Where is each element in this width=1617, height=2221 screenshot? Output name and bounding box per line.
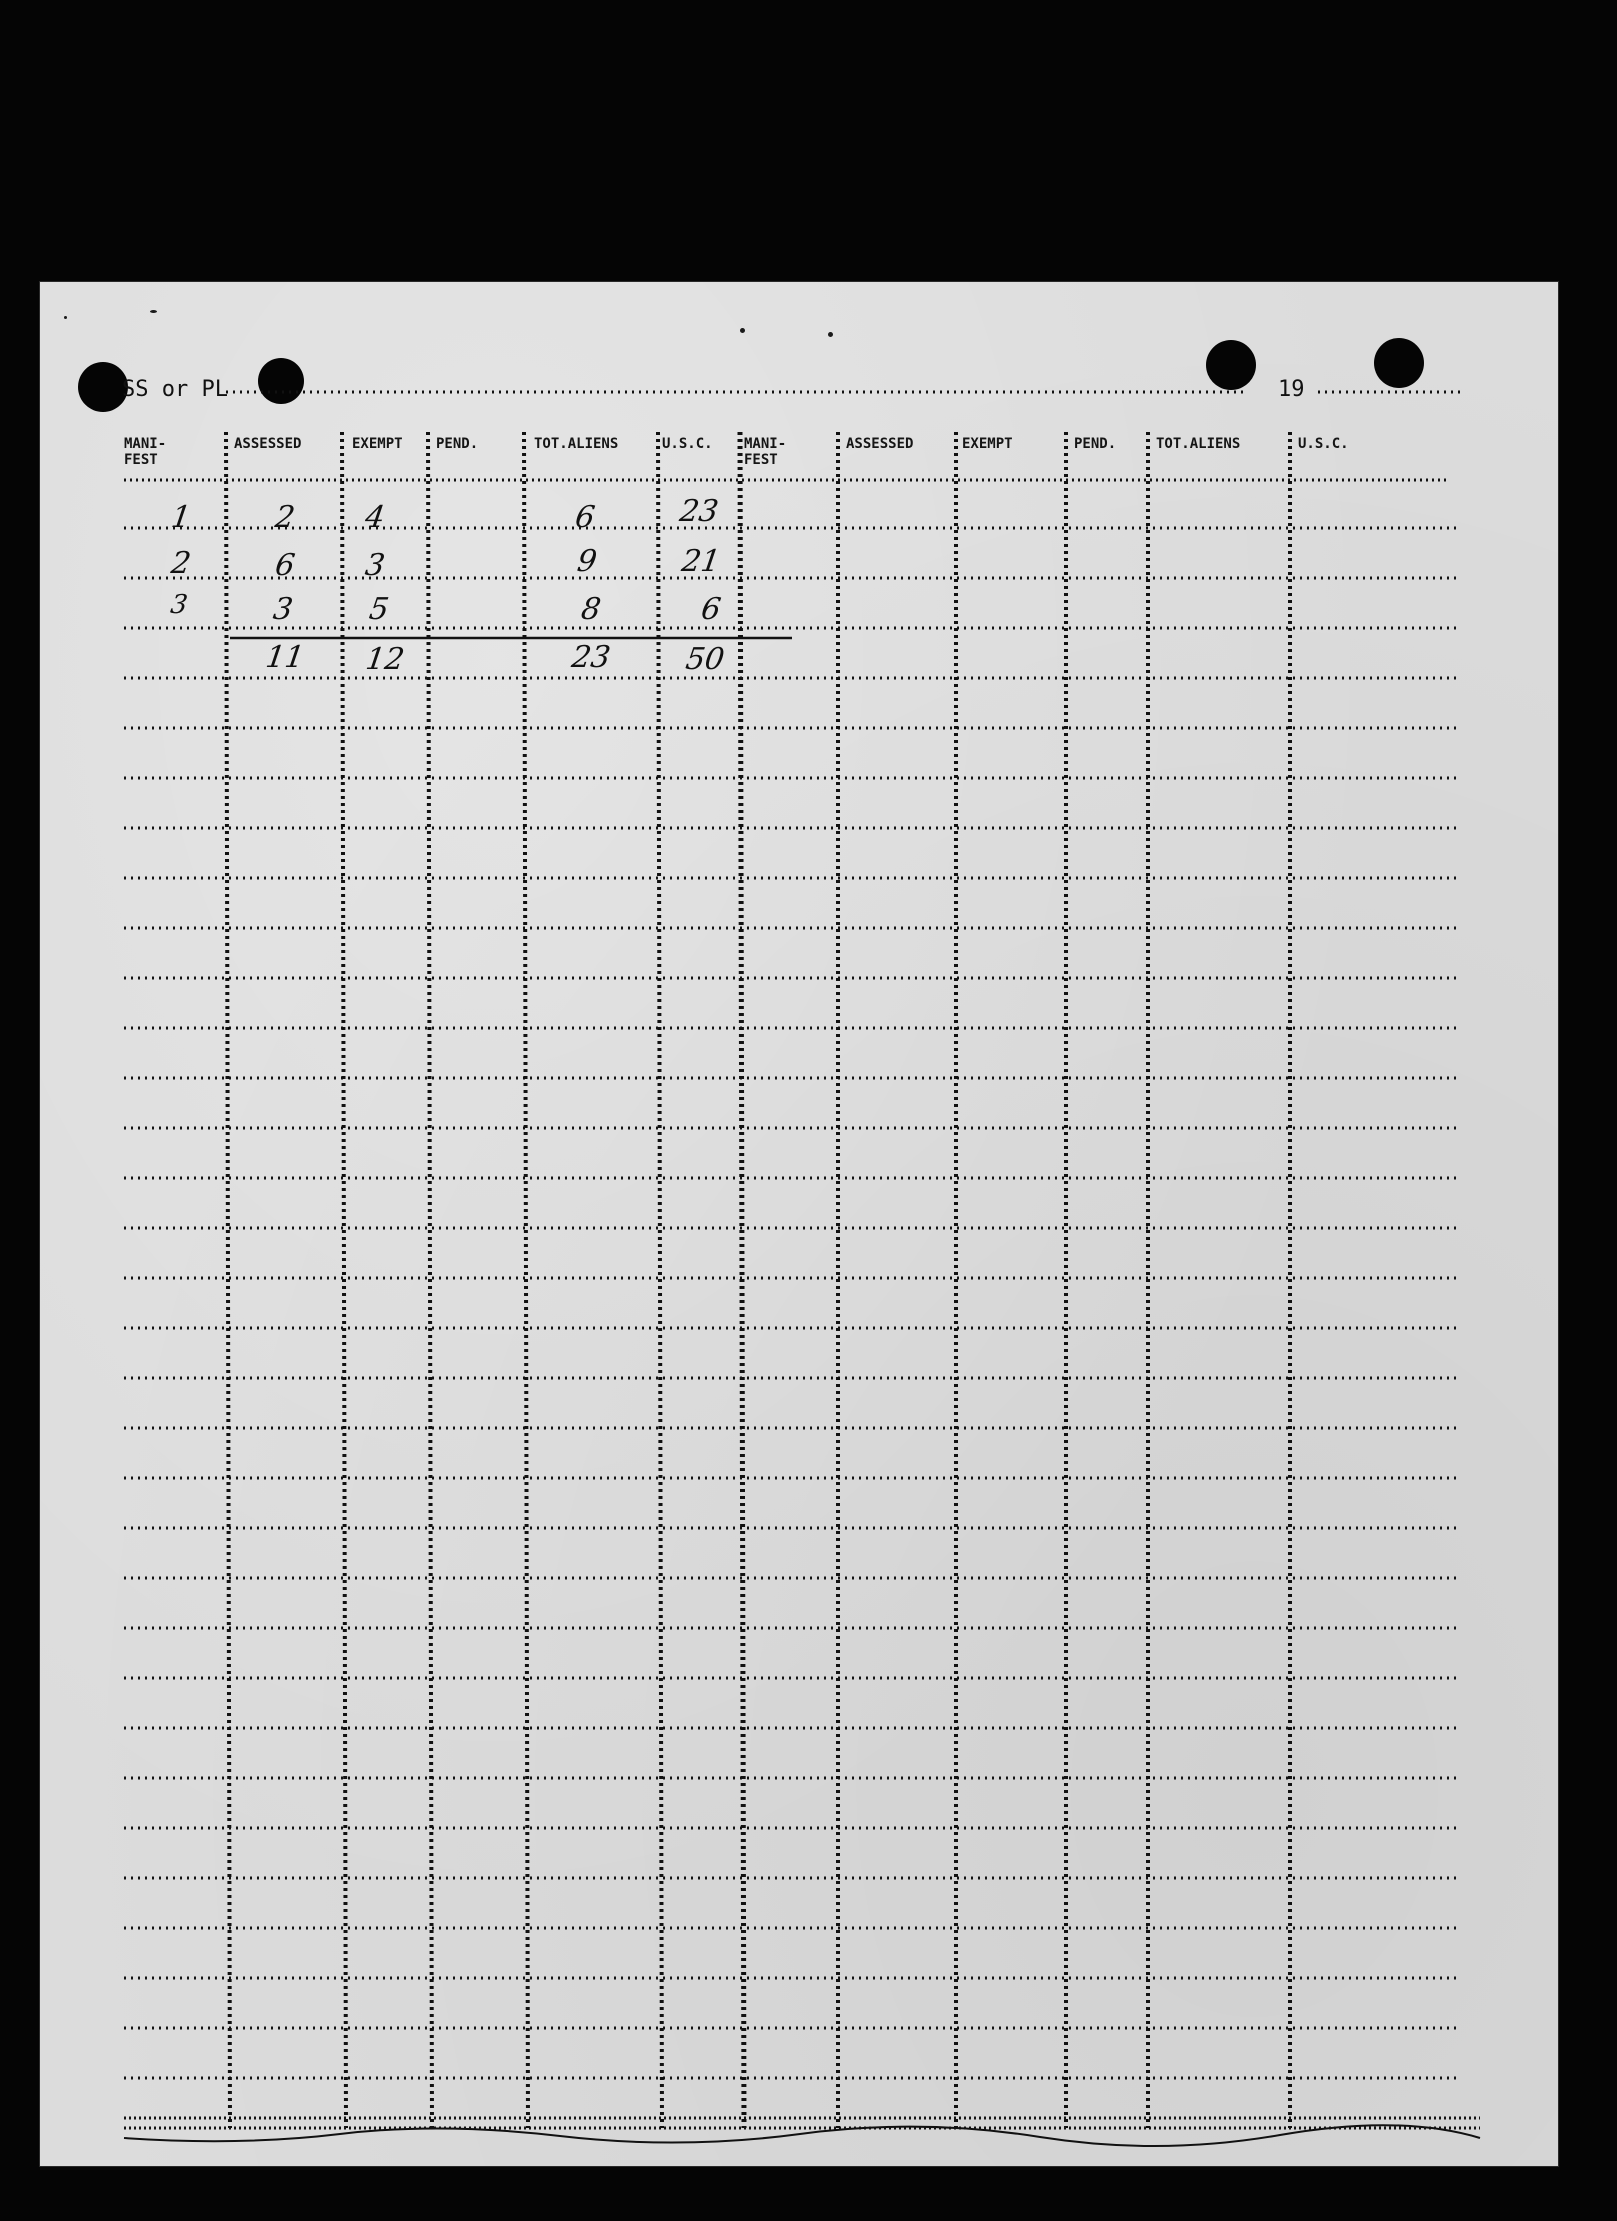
total-usc: 50 [683, 642, 727, 677]
total-assessed: 11 [263, 640, 307, 675]
column-rule [226, 432, 230, 2128]
column-rule [342, 432, 346, 2128]
col-head-tot-aliens-right: TOT.ALIENS [1156, 436, 1241, 452]
row3-manifest: 3 [168, 590, 190, 620]
row2-usc: 21 [679, 544, 723, 579]
column-rule [524, 432, 528, 2128]
col-head-assessed-right: ASSESSED [846, 436, 914, 452]
col-head-exempt: EXEMPT [352, 436, 403, 452]
row1-assessed: 2 [272, 500, 298, 535]
row3-usc: 6 [698, 592, 724, 627]
col-head-pend: PEND. [436, 436, 479, 452]
col-head-manifest-line1: MANI- [124, 436, 167, 452]
row2-assessed: 6 [272, 548, 298, 583]
total-exempt: 12 [363, 642, 407, 677]
col-head-exempt-right: EXEMPT [962, 436, 1013, 452]
total-tot-aliens: 23 [569, 640, 613, 675]
row3-exempt: 5 [366, 592, 392, 627]
row1-tot-aliens: 6 [572, 500, 598, 535]
bottom-edge-stroke [124, 2125, 1480, 2146]
row1-usc: 23 [677, 494, 721, 529]
year-label: 19 [1278, 377, 1305, 402]
col-head-assessed: ASSESSED [234, 436, 302, 452]
row2-exempt: 3 [362, 548, 388, 583]
row1-manifest: 1 [168, 500, 194, 535]
row3-assessed: 3 [270, 592, 296, 627]
column-rule [428, 432, 432, 2128]
col-head-manifest-right-line1: MANI- [744, 436, 787, 452]
col-head-manifest-line2: FEST [124, 452, 158, 468]
col-head-tot-aliens: TOT.ALIENS [534, 436, 619, 452]
row2-manifest: 2 [168, 546, 194, 581]
row1-exempt: 4 [362, 500, 388, 535]
column-rule [740, 432, 744, 2128]
col-head-pend-right: PEND. [1074, 436, 1117, 452]
col-head-manifest-right-line2: FEST [744, 452, 778, 468]
col-head-usc: U.S.C. [662, 436, 713, 452]
vessel-label: SS or PL [122, 377, 228, 402]
row2-tot-aliens: 9 [574, 544, 600, 579]
col-head-usc-right: U.S.C. [1298, 436, 1349, 452]
row3-tot-aliens: 8 [578, 592, 604, 627]
ledger-form-sheet [40, 282, 1558, 2166]
column-rule [658, 432, 662, 2128]
